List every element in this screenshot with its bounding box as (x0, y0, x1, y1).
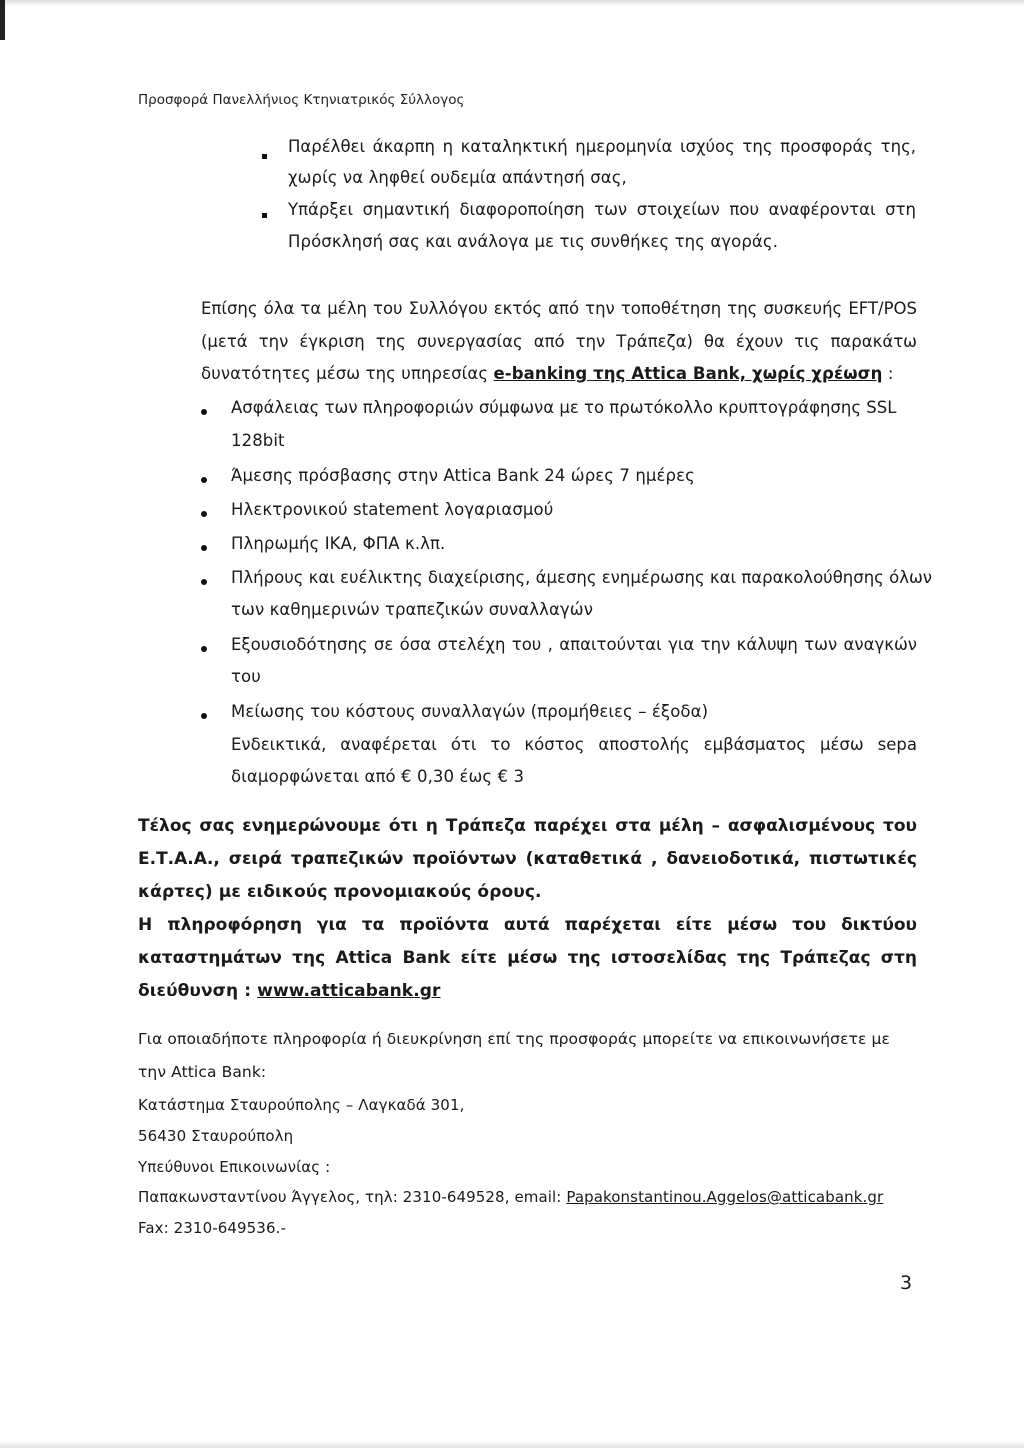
round-bullet (201, 579, 207, 585)
contact-text: Παπακωνσταντίνου Άγγελος, τηλ: 2310-649528, email: (138, 1188, 567, 1206)
bullet-text: των καθημερινών τραπεζικών συναλλαγών (231, 600, 594, 619)
bold-paragraph-line (138, 981, 441, 1001)
page-header: Προσφορά Πανελλήνιος Κτηνιατρικός Σύλλογος (138, 92, 465, 108)
square-bullet (262, 154, 267, 159)
contact-person (138, 1188, 883, 1206)
paragraph-line: (μετά την έγκριση της συνεργασίας από την Τράπεζα) θα έχουν τις παρακάτω (201, 332, 917, 351)
round-bullet (201, 713, 207, 719)
bullet-text: Εξουσιοδότησης σε όσα στελέχη του , απαιτούνται για την κάλυψη των αναγκών (231, 635, 917, 654)
contact-address: Κατάστημα Σταυρούπολης – Λαγκαδά 301, (138, 1096, 465, 1114)
email-link[interactable]: Papakonstantinou.Aggelos@atticabank.gr (566, 1188, 884, 1206)
round-bullet (201, 545, 207, 551)
page-number: 3 (900, 1272, 913, 1294)
bullet-text: Άμεσης πρόσβασης στην Attica Bank 24 ώρες 7 ημέρες (231, 466, 695, 485)
bold-text: διεύθυνση : (138, 981, 258, 1001)
contact-line: Για οποιαδήποτε πληροφορία ή διευκρίνηση επί της προσφοράς μπορείτε να επικοινωνήσετε με (138, 1030, 890, 1048)
bullet-text: χωρίς να ληφθεί ουδεμία απάντησή σας, (288, 168, 627, 187)
bullet-text: του (231, 667, 261, 686)
contact-heading: Υπεύθυνοι Επικοινωνίας : (138, 1158, 331, 1176)
bold-paragraph-line: Η πληροφόρηση για τα προϊόντα αυτά παρέχεται είτε μέσω του δικτύου (138, 915, 917, 935)
bullet-text: 128bit (231, 431, 285, 450)
round-bullet (201, 511, 207, 517)
bullet-text: Υπάρξει σημαντική διαφοροποίηση των στοιχείων που αναφέρονται στη (288, 200, 916, 219)
bold-paragraph-line: καταστημάτων της Attica Bank είτε μέσω της ιστοσελίδας της Τράπεζας στη (138, 948, 917, 968)
bullet-text: Μείωσης του κόστους συναλλαγών (προμήθειες – έξοδα) (231, 702, 709, 721)
paragraph-line: Επίσης όλα τα μέλη του Συλλόγου εκτός από την τοποθέτηση της συσκευής EFT/POS (201, 299, 917, 318)
scan-edge-bottom (0, 1440, 1024, 1448)
bullet-text: Ασφάλειας των πληροφοριών σύμφωνα με το πρωτόκολλο κρυπτογράφησης SSL (231, 398, 897, 417)
ebanking-link[interactable]: e-banking της Attica Bank, χωρίς χρέωση (493, 364, 883, 383)
paragraph-text: δυνατότητες μέσω της υπηρεσίας (201, 364, 494, 383)
bold-paragraph-line: Ε.Τ.Α.Α., σειρά τραπεζικών προϊόντων (καταθετικά , δανειοδοτικά, πιστωτικές (138, 849, 917, 869)
bullet-text: Ενδεικτικά, αναφέρεται ότι το κόστος αποστολής εμβάσματος μέσω sepa (231, 735, 917, 754)
bold-paragraph-line: κάρτες) με ειδικούς προνομιακούς όρους. (138, 882, 542, 902)
bullet-text: διαμορφώνεται από € 0,30 έως € 3 (231, 767, 525, 786)
bullet-text: Πλήρους και ευέλικτης διαχείρισης, άμεσης ενημέρωσης και παρακολούθησης όλων (231, 568, 933, 587)
scan-edge-top (0, 0, 1024, 6)
bullet-text: Πρόσκλησή σας και ανάλογα με τις συνθήκες της αγοράς. (288, 232, 779, 251)
scan-edge-left (0, 0, 5, 40)
contact-postcode: 56430 Σταυρούπολη (138, 1127, 294, 1145)
round-bullet (201, 646, 207, 652)
round-bullet (201, 409, 207, 415)
bullet-text: Ηλεκτρονικού statement λογαριασμού (231, 500, 554, 519)
website-link[interactable]: www.atticabank.gr (257, 981, 441, 1001)
square-bullet (262, 213, 267, 218)
contact-line: την Attica Bank: (138, 1063, 267, 1081)
paragraph-line (201, 364, 894, 383)
round-bullet (201, 477, 207, 483)
bullet-text: Πληρωμής ΙΚΑ, ΦΠΑ κ.λπ. (231, 534, 446, 553)
contact-fax: Fax: 2310-649536.- (138, 1219, 286, 1237)
bold-paragraph-line: Τέλος σας ενημερώνουμε ότι η Τράπεζα παρέχει στα μέλη – ασφαλισμένους του (138, 816, 917, 836)
bullet-text: Παρέλθει άκαρπη η καταληκτική ημερομηνία ισχύος της προσφοράς της, (288, 137, 916, 156)
paragraph-text: : (882, 364, 894, 383)
